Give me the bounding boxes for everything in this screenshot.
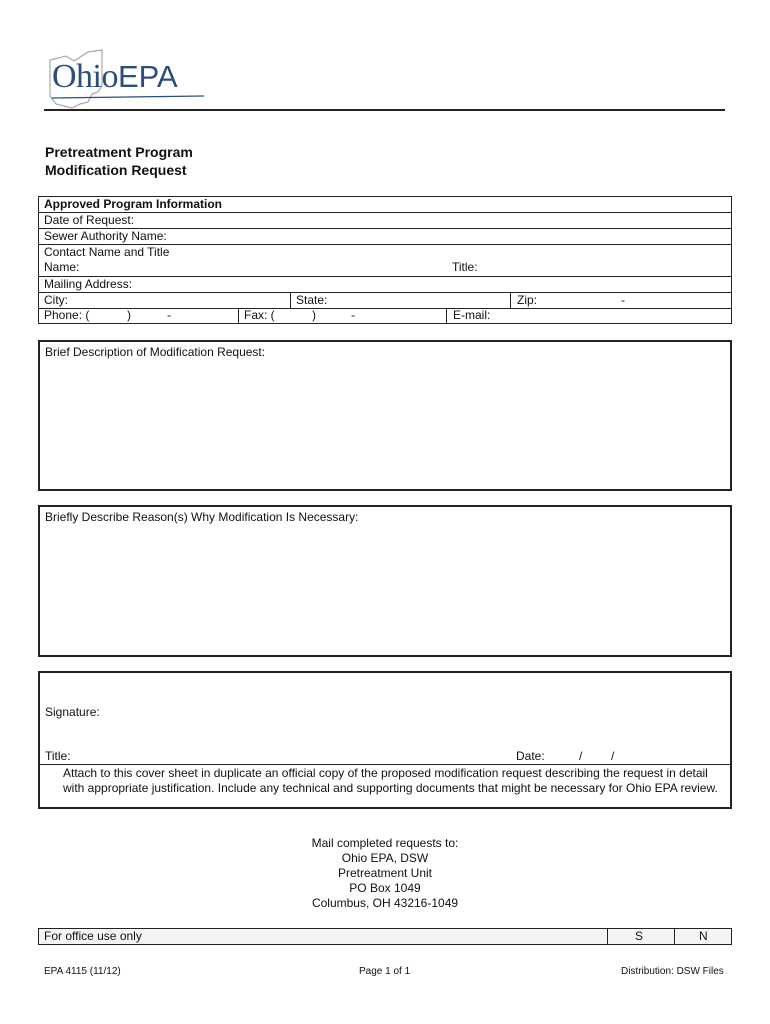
divider (446, 309, 447, 324)
zip-dash: - (621, 293, 625, 307)
attach-instructions: Attach to this cover sheet in duplicate an official copy of the proposed modification request describing the request in detail with appropriate justification. Include any technical and supporting documents that might be necessary for Ohio EPA review. (40, 764, 730, 807)
signature-label[interactable]: Signature: (45, 705, 100, 719)
state-label[interactable]: State: (296, 293, 328, 307)
info-header-row (39, 197, 731, 213)
contact-row[interactable] (39, 245, 731, 277)
reasons-label: Briefly Describe Reason(s) Why Modification Is Necessary: (45, 510, 359, 524)
fax-dash: - (351, 308, 355, 322)
divider (238, 309, 239, 324)
form-title-line2: Modification Request (45, 162, 187, 178)
contact-name-label: Name: (44, 260, 80, 274)
contact-title-label: Title: (452, 260, 478, 274)
signature-box (38, 671, 732, 809)
logo-epa-text: EPA (118, 59, 178, 94)
mailing-address-row[interactable] (39, 277, 731, 293)
header-rule (44, 109, 725, 111)
form-title (45, 143, 193, 179)
page-number: Page 1 of 1 (359, 966, 411, 977)
office-use-label: For office use only (44, 929, 142, 943)
form-title-line1: Pretreatment Program (45, 144, 193, 160)
logo-ohio-text: Ohio (52, 58, 118, 95)
office-use-row (38, 928, 732, 945)
date-separator: / (579, 749, 583, 763)
zip-label[interactable]: Zip: (517, 293, 538, 307)
mailing-address-label: Mailing Address: (44, 277, 133, 291)
mailing-instructions (250, 836, 520, 911)
contact-label: Contact Name and Title (44, 245, 170, 259)
form-number: EPA 4115 (11/12) (44, 966, 121, 977)
email-label[interactable]: E-mail: (453, 308, 491, 322)
divider (674, 929, 675, 944)
date-label[interactable]: Date: (516, 749, 545, 763)
mail-line: Columbus, OH 43216-1049 (311, 896, 459, 910)
phone-fax-email-row (39, 309, 731, 324)
distribution-note: Distribution: DSW Files (621, 966, 724, 977)
section-header: Approved Program Information (44, 197, 223, 211)
fax-paren: ) (312, 308, 316, 322)
office-s-label[interactable]: S (635, 929, 644, 943)
city-label[interactable]: City: (44, 293, 68, 307)
mail-line: Pretreatment Unit (337, 866, 433, 880)
date-of-request-row[interactable] (39, 213, 731, 229)
sewer-authority-row[interactable] (39, 229, 731, 245)
mail-line: Ohio EPA, DSW (341, 851, 429, 865)
phone-dash: - (167, 308, 171, 322)
divider (290, 293, 291, 308)
fax-label[interactable]: Fax: ( (244, 308, 275, 322)
program-info-table (38, 196, 732, 324)
signer-title-label[interactable]: Title: (45, 749, 71, 763)
divider (607, 929, 608, 944)
sewer-authority-label: Sewer Authority Name: (44, 229, 167, 243)
description-box[interactable] (38, 340, 732, 491)
phone-paren: ) (127, 308, 131, 322)
divider (510, 293, 511, 308)
city-state-zip-row (39, 293, 731, 309)
date-separator: / (611, 749, 615, 763)
ohio-epa-logo (44, 46, 214, 110)
office-n-label[interactable]: N (699, 929, 708, 943)
reasons-box[interactable] (38, 505, 732, 657)
phone-label[interactable]: Phone: ( (44, 308, 90, 322)
mail-line: PO Box 1049 (349, 881, 421, 895)
date-of-request-label: Date of Request: (44, 213, 135, 227)
mail-line: Mail completed requests to: (311, 836, 459, 850)
description-label: Brief Description of Modification Request: (45, 345, 266, 359)
